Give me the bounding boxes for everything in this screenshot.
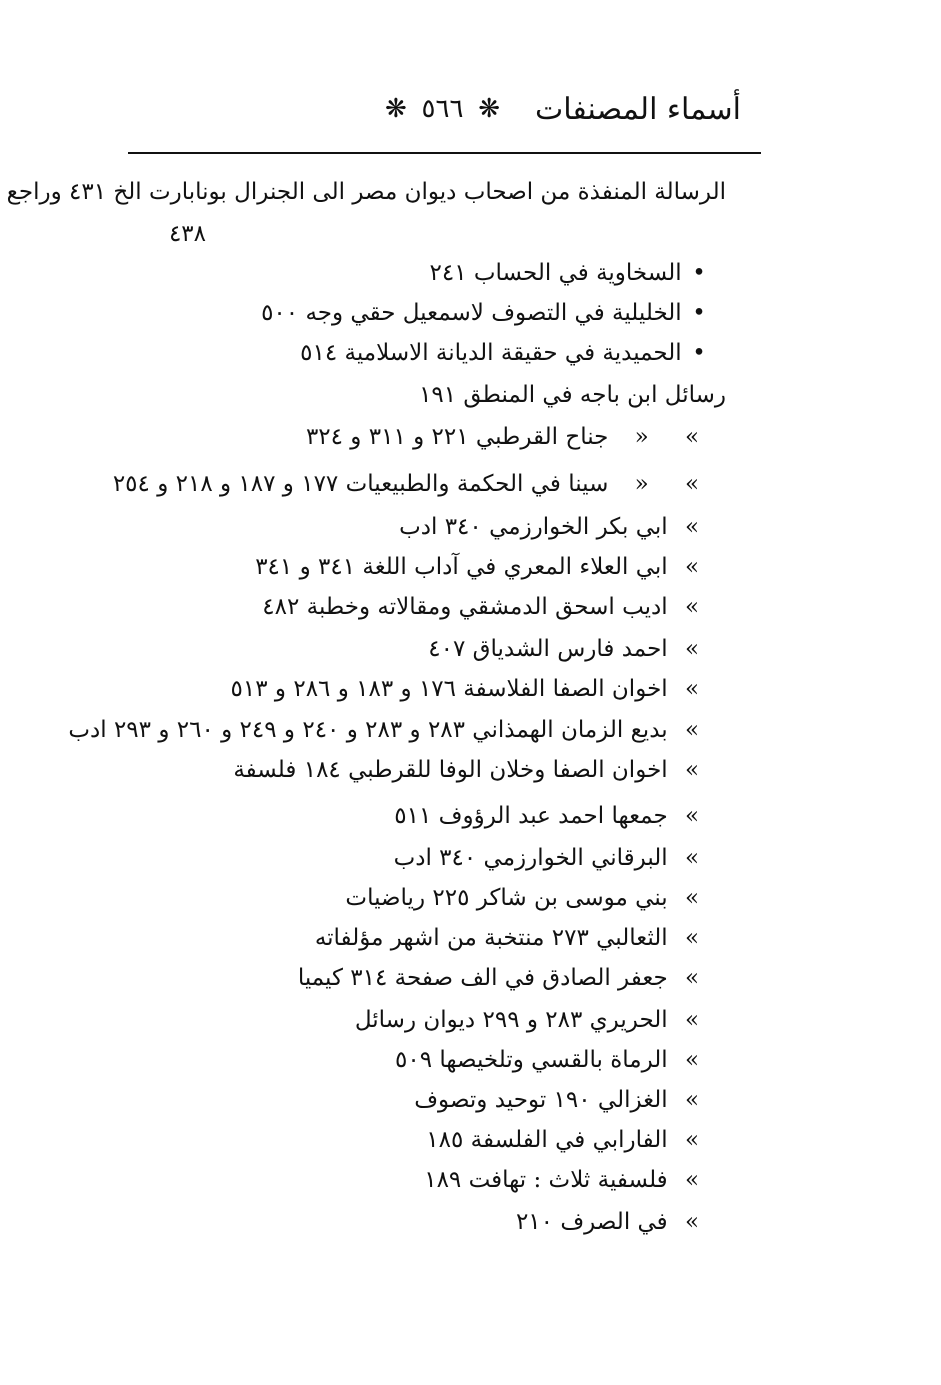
entry-line: » بني موسى بن شاكر ٢٢٥ رياضيات — [345, 883, 709, 913]
entry-line: • السخاوية في الحساب ٢٤١ — [429, 258, 709, 288]
entry-line: » اخوان الصفا وخلان الوفا للقرطبي ١٨٤ فلسفة — [233, 755, 709, 785]
ditto-mark: » — [684, 1087, 700, 1113]
entry-line: » الغزالي ١٩٠ توحيد وتصوف — [414, 1085, 709, 1115]
ditto-mark: » — [684, 1127, 700, 1153]
entry-line: رسائل ابن باجه في المنطق ١٩١ — [419, 382, 726, 408]
ditto-mark: » — [684, 1007, 700, 1033]
entry-line: » الثعالبي ٢٧٣ منتخبة من اشهر مؤلفاته — [315, 923, 709, 953]
ornament-left-icon: ❋ — [385, 94, 407, 124]
entry-line: » الرماة بالقسي وتلخيصها ٥٠٩ — [395, 1045, 709, 1075]
ditto-mark: » — [684, 554, 700, 580]
entry-line: » جعفر الصادق في الف صفحة ٣١٤ كيميا — [298, 963, 709, 993]
ditto-mark: » — [684, 1047, 700, 1073]
entry-line: » اديب اسحق الدمشقي ومقالاته وخطبة ٤٨٢ — [262, 592, 709, 622]
entry-line: » الفارابي في الفلسفة ١٨٥ — [426, 1125, 709, 1155]
entry-line: » في الصرف ٢١٠ — [516, 1207, 709, 1237]
ditto-mark: « — [634, 424, 649, 450]
ditto-mark: » — [684, 471, 700, 497]
page-number: ٥٦٦ — [421, 94, 464, 124]
entry-line: • الحميدية في حقيقة الديانة الاسلامية ٥١٤ — [300, 338, 709, 368]
entry-line: » احمد فارس الشدياق ٤٠٧ — [428, 634, 709, 664]
ditto-mark: » — [684, 925, 700, 951]
entry-line: » « سينا في الحكمة والطبيعيات ١٧٧ و ١٨٧ و ٢١٨ و ٢٥٤ — [113, 469, 709, 499]
ditto-mark: » — [684, 757, 700, 783]
ditto-mark: » — [684, 717, 700, 743]
entry-line: » جمعها احمد عبد الرؤوف ٥١١ — [394, 801, 709, 831]
ditto-mark: » — [684, 514, 700, 540]
entry-line: الرسالة المنفذة من اصحاب ديوان مصر الى الجنرال بونابارت الخ ٤٣١ وراجع — [6, 179, 726, 205]
bullet-icon: • — [692, 260, 706, 286]
header-divider — [128, 152, 761, 154]
ditto-mark: » — [684, 803, 700, 829]
bullet-icon: • — [692, 300, 706, 326]
ditto-mark: » — [684, 885, 700, 911]
entry-line: » ابي العلاء المعري في آداب اللغة ٣٤١ و ٣٤١ — [255, 552, 709, 582]
entry-line: » اخوان الصفا الفلاسفة ١٧٦ و ١٨٣ و ٢٨٦ و ٥١٣ — [231, 674, 709, 704]
ditto-mark: » — [684, 1167, 700, 1193]
page-number-block — [385, 94, 500, 124]
page-title: أسماء المصنفات — [534, 92, 741, 127]
entry-line: » بديع الزمان الهمذاني ٢٨٣ و ٢٨٣ و ٢٤٠ و ٢٤٩ و ٢٦٠ و ٢٩٣ ادب — [68, 715, 709, 745]
entry-line: » فلسفية ثلاث : تهافت ١٨٩ — [424, 1165, 709, 1195]
ditto-mark: » — [684, 1209, 700, 1235]
entry-line: » « جناح القرطبي ٢٢١ و ٣١١ و ٣٢٤ — [306, 422, 709, 452]
ditto-mark: » — [684, 594, 700, 620]
ditto-mark: » — [684, 636, 700, 662]
entry-line: • الخليلية في التصوف لاسمعيل حقي وجه ٥٠٠ — [261, 298, 709, 328]
entry-line: ٤٣٨ — [168, 221, 206, 247]
entry-line: » ابي بكر الخوارزمي ٣٤٠ ادب — [399, 512, 709, 542]
entry-line: » البرقاني الخوارزمي ٣٤٠ ادب — [394, 843, 709, 873]
entry-line: » الحريري ٢٨٣ و ٢٩٩ ديوان رسائل — [355, 1005, 709, 1035]
ditto-mark: » — [684, 845, 700, 871]
ditto-mark: » — [684, 965, 700, 991]
ditto-mark: « — [634, 471, 649, 497]
ornament-right-icon: ❋ — [478, 94, 500, 124]
ditto-mark: » — [684, 676, 700, 702]
bullet-icon: • — [692, 340, 706, 366]
ditto-mark: » — [684, 424, 700, 450]
